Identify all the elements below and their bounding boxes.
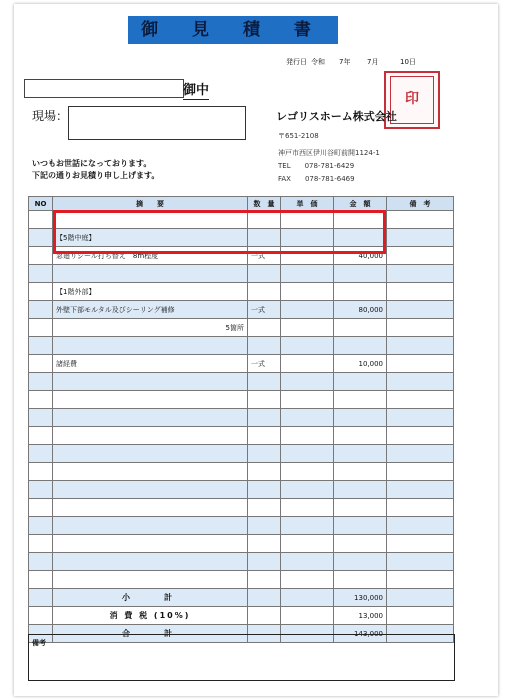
row-description: [53, 265, 248, 283]
row-unit-price: [281, 553, 334, 571]
row-remarks: [387, 247, 454, 265]
row-remarks: [387, 427, 454, 445]
table-row: [29, 499, 454, 517]
row-unit-price: [281, 481, 334, 499]
row-amount: [334, 337, 387, 355]
row-amount: [334, 373, 387, 391]
recipient-name-field[interactable]: [24, 79, 184, 98]
company-tel: TEL 078-781-6429: [278, 162, 355, 170]
row-description: [53, 391, 248, 409]
table-row: [29, 463, 454, 481]
row-remarks: [387, 481, 454, 499]
row-amount: [334, 427, 387, 445]
col-header-remarks: 備 考: [387, 197, 454, 211]
issued-month: 7月: [367, 58, 379, 66]
row-no: [29, 229, 53, 247]
row-no: [29, 337, 53, 355]
row-amount: [334, 319, 387, 337]
row-description: [53, 427, 248, 445]
table-row: [29, 481, 454, 499]
row-description: 5箇所: [53, 319, 248, 337]
row-quantity: [248, 535, 281, 553]
row-no: [29, 517, 53, 535]
seal-mark: 印: [405, 91, 419, 107]
col-header-description: 摘 要: [53, 197, 248, 211]
table-row: [29, 373, 454, 391]
row-no: [29, 265, 53, 283]
row-no: [29, 571, 53, 589]
col-header-quantity: 数 量: [248, 197, 281, 211]
row-description: 【5階中庭】: [53, 229, 248, 247]
row-amount: [334, 517, 387, 535]
notes-box[interactable]: [28, 634, 455, 681]
row-unit-price: [281, 571, 334, 589]
row-amount: [334, 283, 387, 301]
row-quantity: [248, 373, 281, 391]
row-quantity: [248, 517, 281, 535]
greeting-line-2: 下記の通りお見積り申し上げます。: [32, 171, 160, 180]
table-row: [29, 427, 454, 445]
row-quantity: [248, 481, 281, 499]
issued-label: 発行日: [286, 58, 307, 66]
table-row: [29, 391, 454, 409]
row-amount: [334, 391, 387, 409]
row-unit-price: [281, 391, 334, 409]
row-unit-price: [281, 301, 334, 319]
tax-label: 消 費 税 (10%): [53, 607, 248, 625]
row-unit-price: [281, 463, 334, 481]
row-quantity: [248, 283, 281, 301]
table-row: [29, 265, 454, 283]
row-amount: [334, 571, 387, 589]
table-row: [29, 319, 454, 337]
company-address: 神戸市西区伊川谷町前開1124-1: [278, 149, 380, 157]
row-unit-price: [281, 283, 334, 301]
row-quantity: 一式: [248, 301, 281, 319]
row-no: [29, 283, 53, 301]
row-amount: 80,000: [334, 301, 387, 319]
row-unit-price: [281, 517, 334, 535]
row-no: [29, 553, 53, 571]
row-description: [53, 571, 248, 589]
row-unit-price: [281, 319, 334, 337]
row-description: [53, 499, 248, 517]
row-no: [29, 427, 53, 445]
row-description: [53, 553, 248, 571]
highlight-box: [53, 210, 386, 254]
company-fax: FAX 078-781-6469: [278, 175, 355, 183]
row-no: [29, 355, 53, 373]
site-name-field[interactable]: [68, 106, 246, 140]
row-amount: [334, 265, 387, 283]
row-remarks: [387, 283, 454, 301]
row-quantity: 一式: [248, 355, 281, 373]
table-row: [29, 355, 454, 373]
table-row: [29, 301, 454, 319]
row-no: [29, 499, 53, 517]
row-no: [29, 247, 53, 265]
issued-day: 10日: [400, 58, 416, 66]
col-header-unit-price: 単 価: [281, 197, 334, 211]
tax-value: 13,000: [334, 607, 387, 625]
row-description: [53, 535, 248, 553]
subtotal-label: 小 計: [53, 589, 248, 607]
row-description: [53, 337, 248, 355]
issued-era: 令和: [311, 58, 325, 66]
row-amount: [334, 463, 387, 481]
row-remarks: [387, 499, 454, 517]
row-no: [29, 481, 53, 499]
table-row: [29, 283, 454, 301]
row-unit-price: [281, 337, 334, 355]
row-remarks: [387, 319, 454, 337]
tax-row: [29, 607, 454, 625]
table-header-row: [29, 197, 454, 211]
row-quantity: [248, 499, 281, 517]
row-amount: [334, 445, 387, 463]
row-remarks: [387, 535, 454, 553]
row-amount: [334, 553, 387, 571]
row-no: [29, 409, 53, 427]
row-remarks: [387, 211, 454, 229]
row-unit-price: [281, 355, 334, 373]
row-unit-price: [281, 409, 334, 427]
row-remarks: [387, 571, 454, 589]
company-name: レゴリスホーム株式会社: [276, 110, 397, 123]
row-unit-price: [281, 445, 334, 463]
row-amount: [334, 535, 387, 553]
total-value: 143,000: [334, 625, 387, 643]
row-amount: [334, 499, 387, 517]
issued-year: 7年: [339, 58, 351, 66]
row-quantity: [248, 571, 281, 589]
row-no: [29, 373, 53, 391]
row-description: 窓廻りシール打ち替え 8m程度: [53, 247, 248, 265]
row-amount: 40,000: [334, 247, 387, 265]
row-amount: 10,000: [334, 355, 387, 373]
row-description: [53, 463, 248, 481]
row-unit-price: [281, 499, 334, 517]
row-description: [53, 481, 248, 499]
table-row: [29, 445, 454, 463]
row-no: [29, 319, 53, 337]
table-row: [29, 337, 454, 355]
row-unit-price: [281, 265, 334, 283]
subtotal-row: [29, 589, 454, 607]
row-remarks: [387, 409, 454, 427]
col-header-no: NO: [29, 197, 53, 211]
table-row: [29, 553, 454, 571]
row-description: [53, 517, 248, 535]
row-quantity: [248, 553, 281, 571]
subtotal-value: 130,000: [334, 589, 387, 607]
table-row: [29, 571, 454, 589]
estimate-table: [28, 196, 454, 643]
row-remarks: [387, 337, 454, 355]
row-no: [29, 211, 53, 229]
row-description: [53, 445, 248, 463]
site-label: 現場：: [32, 109, 69, 123]
row-remarks: [387, 301, 454, 319]
col-header-amount: 金 額: [334, 197, 387, 211]
row-remarks: [387, 355, 454, 373]
row-remarks: [387, 517, 454, 535]
document-title: 御 見 積 書: [128, 16, 338, 44]
table-row: [29, 409, 454, 427]
recipient-honorific: 御中: [183, 79, 209, 100]
row-remarks: [387, 265, 454, 283]
row-amount: [334, 409, 387, 427]
row-no: [29, 463, 53, 481]
table-row: [29, 535, 454, 553]
row-description: 諸経費: [53, 355, 248, 373]
row-no: [29, 301, 53, 319]
company-postal: 〒651-2108: [278, 132, 319, 140]
row-quantity: [248, 337, 281, 355]
row-quantity: [248, 265, 281, 283]
row-description: [53, 373, 248, 391]
row-remarks: [387, 463, 454, 481]
row-remarks: [387, 553, 454, 571]
row-quantity: [248, 391, 281, 409]
row-description: 外壁下部モルタル及びシーリング補修: [53, 301, 248, 319]
row-quantity: [248, 409, 281, 427]
notes-label: 備考: [32, 639, 46, 647]
row-quantity: [248, 445, 281, 463]
total-label: 合 計: [53, 625, 248, 643]
row-unit-price: [281, 535, 334, 553]
row-remarks: [387, 373, 454, 391]
row-unit-price: [281, 373, 334, 391]
row-quantity: [248, 463, 281, 481]
row-quantity: [248, 319, 281, 337]
row-quantity: 一式: [248, 247, 281, 265]
row-description: 【1階外部】: [53, 283, 248, 301]
greeting-line-1: いつもお世話になっております。: [32, 159, 152, 168]
table-row: [29, 517, 454, 535]
row-remarks: [387, 445, 454, 463]
row-no: [29, 445, 53, 463]
row-no: [29, 535, 53, 553]
row-remarks: [387, 391, 454, 409]
row-no: [29, 391, 53, 409]
row-unit-price: [281, 427, 334, 445]
row-description: [53, 409, 248, 427]
row-quantity: [248, 427, 281, 445]
row-amount: [334, 481, 387, 499]
row-remarks: [387, 229, 454, 247]
